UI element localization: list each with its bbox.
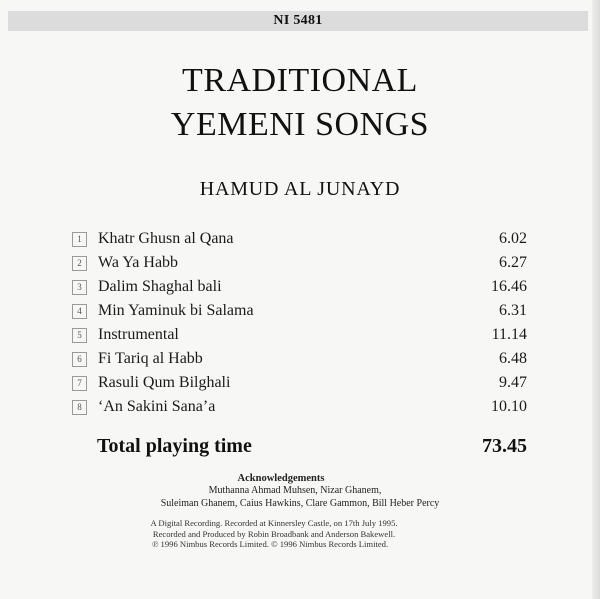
track-row bbox=[72, 323, 527, 347]
track-duration: 6.27 bbox=[499, 254, 527, 271]
track-title: Khatr Ghusn al Qana bbox=[98, 230, 234, 247]
album-title-line-2: YEMENI SONGS bbox=[170, 106, 430, 143]
total-time: 73.45 bbox=[482, 434, 527, 457]
track-number-box: 6 bbox=[72, 352, 87, 367]
track-number-box: 3 bbox=[72, 280, 87, 295]
track-row bbox=[72, 395, 527, 419]
acknowledgements-heading: Acknowledgements bbox=[237, 473, 325, 484]
track-duration: 16.46 bbox=[491, 278, 527, 295]
recording-credits bbox=[0, 518, 600, 550]
track-list bbox=[72, 227, 527, 419]
album-title-line-1: TRADITIONAL bbox=[182, 62, 418, 99]
track-number-box: 5 bbox=[72, 328, 87, 343]
track-duration: 9.47 bbox=[499, 374, 527, 391]
track-duration: 6.31 bbox=[499, 302, 527, 319]
artist-name: HAMUD AL JUNAYD bbox=[199, 178, 401, 200]
catalog-bar bbox=[8, 11, 588, 31]
acknowledgements bbox=[0, 472, 600, 510]
track-row bbox=[72, 251, 527, 275]
track-number-box: 4 bbox=[72, 304, 87, 319]
track-duration: 6.02 bbox=[499, 230, 527, 247]
total-label: Total playing time bbox=[97, 434, 252, 457]
track-number-box: 7 bbox=[72, 376, 87, 391]
track-duration: 6.48 bbox=[499, 350, 527, 367]
track-title: Min Yaminuk bi Salama bbox=[98, 302, 254, 319]
track-duration: 10.10 bbox=[491, 398, 527, 415]
track-row bbox=[72, 371, 527, 395]
track-row bbox=[72, 227, 527, 251]
track-row bbox=[72, 347, 527, 371]
track-duration: 11.14 bbox=[491, 326, 527, 343]
credit-line: Recorded and Produced by Robin Broadbank and Anderson Bakewell. bbox=[152, 528, 396, 539]
track-number-box: 1 bbox=[72, 232, 87, 247]
track-title: Wa Ya Habb bbox=[98, 254, 179, 271]
track-title: ‘An Sakini Sana’a bbox=[98, 398, 216, 415]
track-number-box: 8 bbox=[72, 400, 87, 415]
track-title: Fi Tariq al Habb bbox=[98, 350, 203, 367]
track-row bbox=[72, 275, 527, 299]
track-number-box: 2 bbox=[72, 256, 87, 271]
credit-line: A Digital Recording. Recorded at Kinnersley Castle, on 17th July 1995. bbox=[150, 518, 398, 528]
track-row bbox=[72, 299, 527, 323]
track-title: Instrumental bbox=[98, 326, 179, 343]
total-playing-time bbox=[97, 433, 527, 459]
track-title: Dalim Shaghal bali bbox=[98, 278, 222, 295]
catalog-number: NI 5481 bbox=[273, 13, 323, 28]
copyright-line: ℗ 1996 Nimbus Records Limited. © 1996 Nimbus Records Limited. bbox=[151, 539, 389, 549]
acknowledgements-line: Suleiman Ghanem, Caius Hawkins, Clare Gammon, Bill Heber Percy bbox=[160, 497, 440, 509]
acknowledgements-line: Muthanna Ahmad Muhsen, Nizar Ghanem, bbox=[208, 485, 382, 496]
track-title: Rasuli Qum Bilghali bbox=[98, 374, 231, 391]
